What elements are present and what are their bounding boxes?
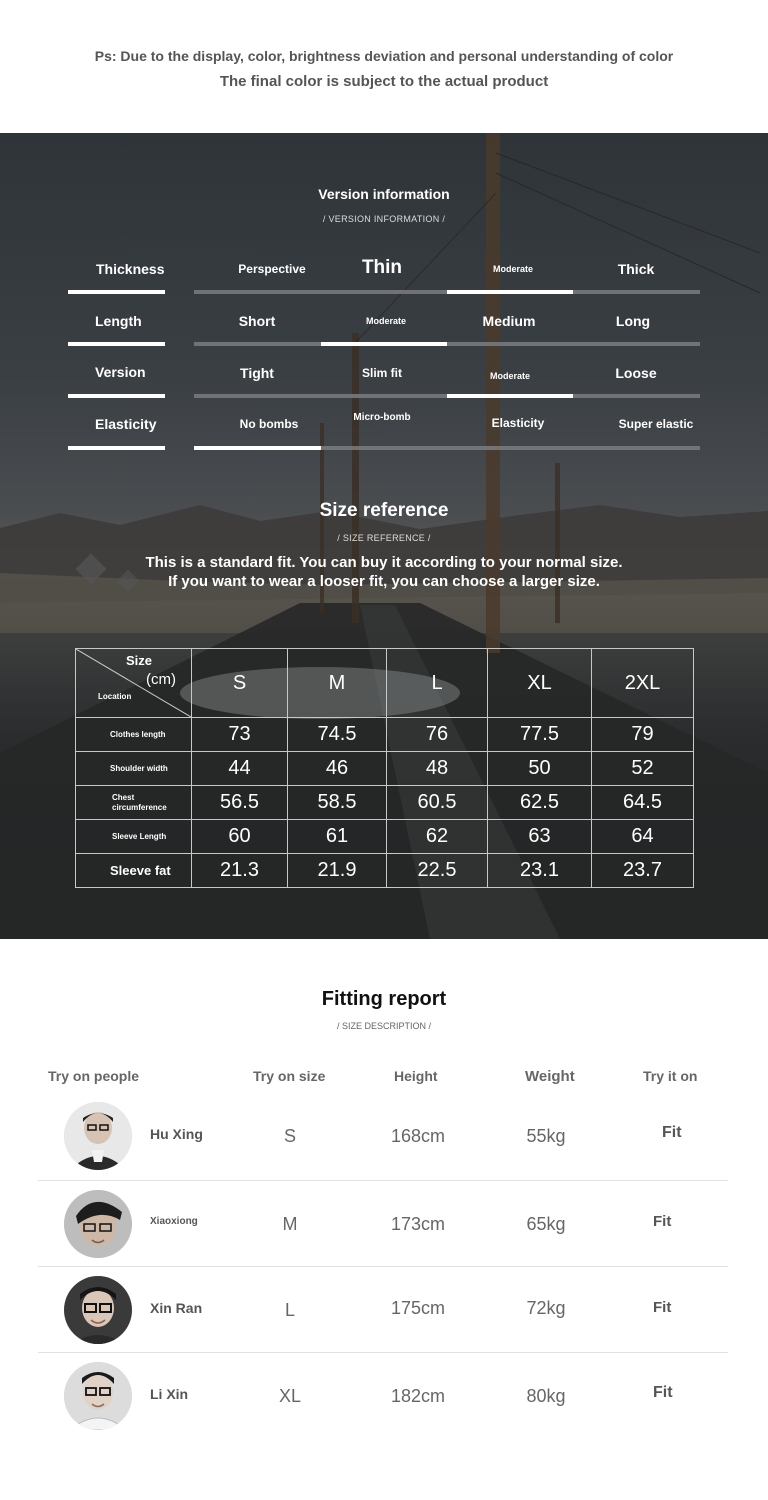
elasticity-option-super-elastic: Super elastic	[618, 417, 694, 431]
person-fit: Fit	[653, 1213, 672, 1230]
corner-location-label: Location	[98, 692, 132, 701]
person-weight: 65kg	[526, 1214, 566, 1234]
size-row-clothes-length	[76, 718, 694, 752]
size-cell: 21.3	[192, 854, 288, 888]
row-label: Sleeve fat	[76, 854, 192, 888]
version-option-loose: Loose	[615, 365, 657, 381]
person-size: L	[284, 1300, 295, 1320]
elasticity-option-elasticity: Elasticity	[491, 416, 545, 430]
size-row-sleeve-fat	[76, 854, 694, 888]
person-size: S	[283, 1126, 296, 1146]
header-try-on-size: Try on size	[253, 1068, 326, 1084]
row-label: Shoulder width	[76, 752, 192, 786]
thickness-option-thick: Thick	[617, 261, 655, 277]
person-photo-icon	[64, 1276, 132, 1344]
version-scale-marker	[447, 394, 573, 398]
person-height: 182cm	[390, 1386, 446, 1406]
row-label: Sleeve Length	[76, 820, 192, 854]
elasticity-option-no-bombs: No bombs	[239, 417, 299, 431]
person-weight: 72kg	[526, 1298, 566, 1318]
size-cell: 58.5	[288, 786, 387, 820]
person-name: Hu Xing	[150, 1126, 203, 1142]
size-cell: 46	[288, 752, 387, 786]
size-header-l: L	[387, 649, 488, 718]
size-cell: 22.5	[387, 854, 488, 888]
version-info-title: Version information	[318, 186, 450, 202]
size-cell: 21.9	[288, 854, 387, 888]
person-height: 175cm	[390, 1298, 446, 1318]
size-cell: 76	[387, 718, 488, 752]
person-size: XL	[278, 1386, 302, 1406]
length-label: Length	[95, 313, 142, 329]
size-header-s: S	[192, 649, 288, 718]
person-photo-icon	[64, 1102, 132, 1170]
length-scale-track	[194, 342, 700, 346]
size-reference-description: This is a standard fit. You can buy it according to your normal size. If you want to wear a looser fit, you can choose a larger size.	[145, 554, 623, 590]
thickness-option-moderate: Moderate	[492, 264, 533, 274]
size-cell: 62.5	[488, 786, 592, 820]
size-cell: 60.5	[387, 786, 488, 820]
corner-size-label: Size	[126, 653, 153, 668]
elasticity-option-micro-bomb: Micro-bomb	[353, 412, 411, 423]
thickness-scale-marker	[447, 290, 573, 294]
fitting-row	[0, 1180, 768, 1268]
corner-unit-label: (cm)	[146, 671, 176, 688]
avatar	[64, 1362, 132, 1430]
person-photo-icon	[64, 1362, 132, 1430]
thickness-label-bar	[68, 290, 165, 294]
elasticity-label-bar	[68, 446, 165, 450]
length-option-short: Short	[238, 313, 276, 329]
size-cell: 79	[592, 718, 694, 752]
size-row-sleeve-length	[76, 820, 694, 854]
size-cell: 48	[387, 752, 488, 786]
size-cell: 50	[488, 752, 592, 786]
length-option-moderate: Moderate	[365, 316, 406, 326]
person-photo-icon	[64, 1190, 132, 1258]
size-cell: 56.5	[192, 786, 288, 820]
person-name: Xin Ran	[150, 1300, 203, 1316]
header-try-it-on: Try it on	[643, 1068, 698, 1084]
size-row-chest-circumference	[76, 786, 694, 820]
person-name: Li Xin	[150, 1386, 189, 1402]
version-info-subtitle: / VERSION INFORMATION /	[322, 214, 446, 224]
fitting-report-title: Fitting report	[321, 988, 447, 1010]
size-header-m: M	[288, 649, 387, 718]
version-label: Version	[95, 364, 146, 380]
fitting-row	[0, 1092, 768, 1180]
row-label: Chest circumference	[76, 786, 192, 820]
fitting-row	[0, 1352, 768, 1440]
size-reference-subtitle: / SIZE REFERENCE /	[337, 533, 431, 543]
length-option-long: Long	[615, 313, 651, 329]
size-cell: 52	[592, 752, 694, 786]
size-cell: 63	[488, 820, 592, 854]
person-fit: Fit	[653, 1299, 672, 1316]
elasticity-scale-marker	[194, 446, 321, 450]
person-fit: Fit	[662, 1124, 682, 1141]
version-label-bar	[68, 394, 165, 398]
size-cell: 64	[592, 820, 694, 854]
avatar	[64, 1276, 132, 1344]
length-label-bar	[68, 342, 165, 346]
person-size: M	[282, 1214, 298, 1234]
size-header-xl: XL	[488, 649, 592, 718]
version-option-moderate: Moderate	[489, 371, 530, 381]
size-cell: 77.5	[488, 718, 592, 752]
size-cell: 61	[288, 820, 387, 854]
length-option-medium: Medium	[482, 313, 536, 329]
header-height: Height	[394, 1068, 438, 1084]
size-cell: 60	[192, 820, 288, 854]
size-cell: 23.7	[592, 854, 694, 888]
row-label: Clothes length	[76, 718, 192, 752]
thickness-label: Thickness	[96, 261, 165, 277]
size-cell: 44	[192, 752, 288, 786]
avatar	[64, 1190, 132, 1258]
thickness-option-thin: Thin	[361, 257, 403, 278]
version-option-tight: Tight	[240, 365, 274, 381]
elasticity-label: Elasticity	[95, 416, 157, 432]
person-weight: 80kg	[526, 1386, 566, 1406]
header-try-on-people: Try on people	[48, 1068, 140, 1084]
color-notice	[0, 0, 768, 133]
fitting-row	[0, 1266, 768, 1354]
size-row-shoulder-width	[76, 752, 694, 786]
person-height: 168cm	[390, 1126, 446, 1146]
size-cell: 64.5	[592, 786, 694, 820]
size-reference-title: Size reference	[319, 500, 449, 521]
size-cell: 23.1	[488, 854, 592, 888]
size-cell: 62	[387, 820, 488, 854]
header-weight: Weight	[525, 1068, 575, 1085]
size-cell: 73	[192, 718, 288, 752]
fitting-report-subtitle: / SIZE DESCRIPTION /	[336, 1021, 431, 1031]
size-table	[75, 648, 694, 888]
notice-line-1: Ps: Due to the display, color, brightness deviation and personal understanding of color	[94, 48, 674, 64]
size-cell: 74.5	[288, 718, 387, 752]
person-fit: Fit	[653, 1384, 673, 1401]
length-scale-marker	[321, 342, 447, 346]
version-and-size-section	[0, 133, 768, 939]
person-weight: 55kg	[526, 1126, 566, 1146]
notice-line-2: The final color is subject to the actual product	[219, 73, 549, 90]
person-name: Xiaoxiong	[150, 1216, 198, 1227]
size-table-corner-cell	[76, 649, 192, 718]
avatar	[64, 1102, 132, 1170]
size-table-header-row	[76, 649, 694, 718]
thickness-option-perspective: Perspective	[238, 262, 306, 276]
version-option-slim-fit: Slim fit	[361, 366, 402, 380]
size-header-2xl: 2XL	[592, 649, 694, 718]
person-height: 173cm	[390, 1214, 446, 1234]
